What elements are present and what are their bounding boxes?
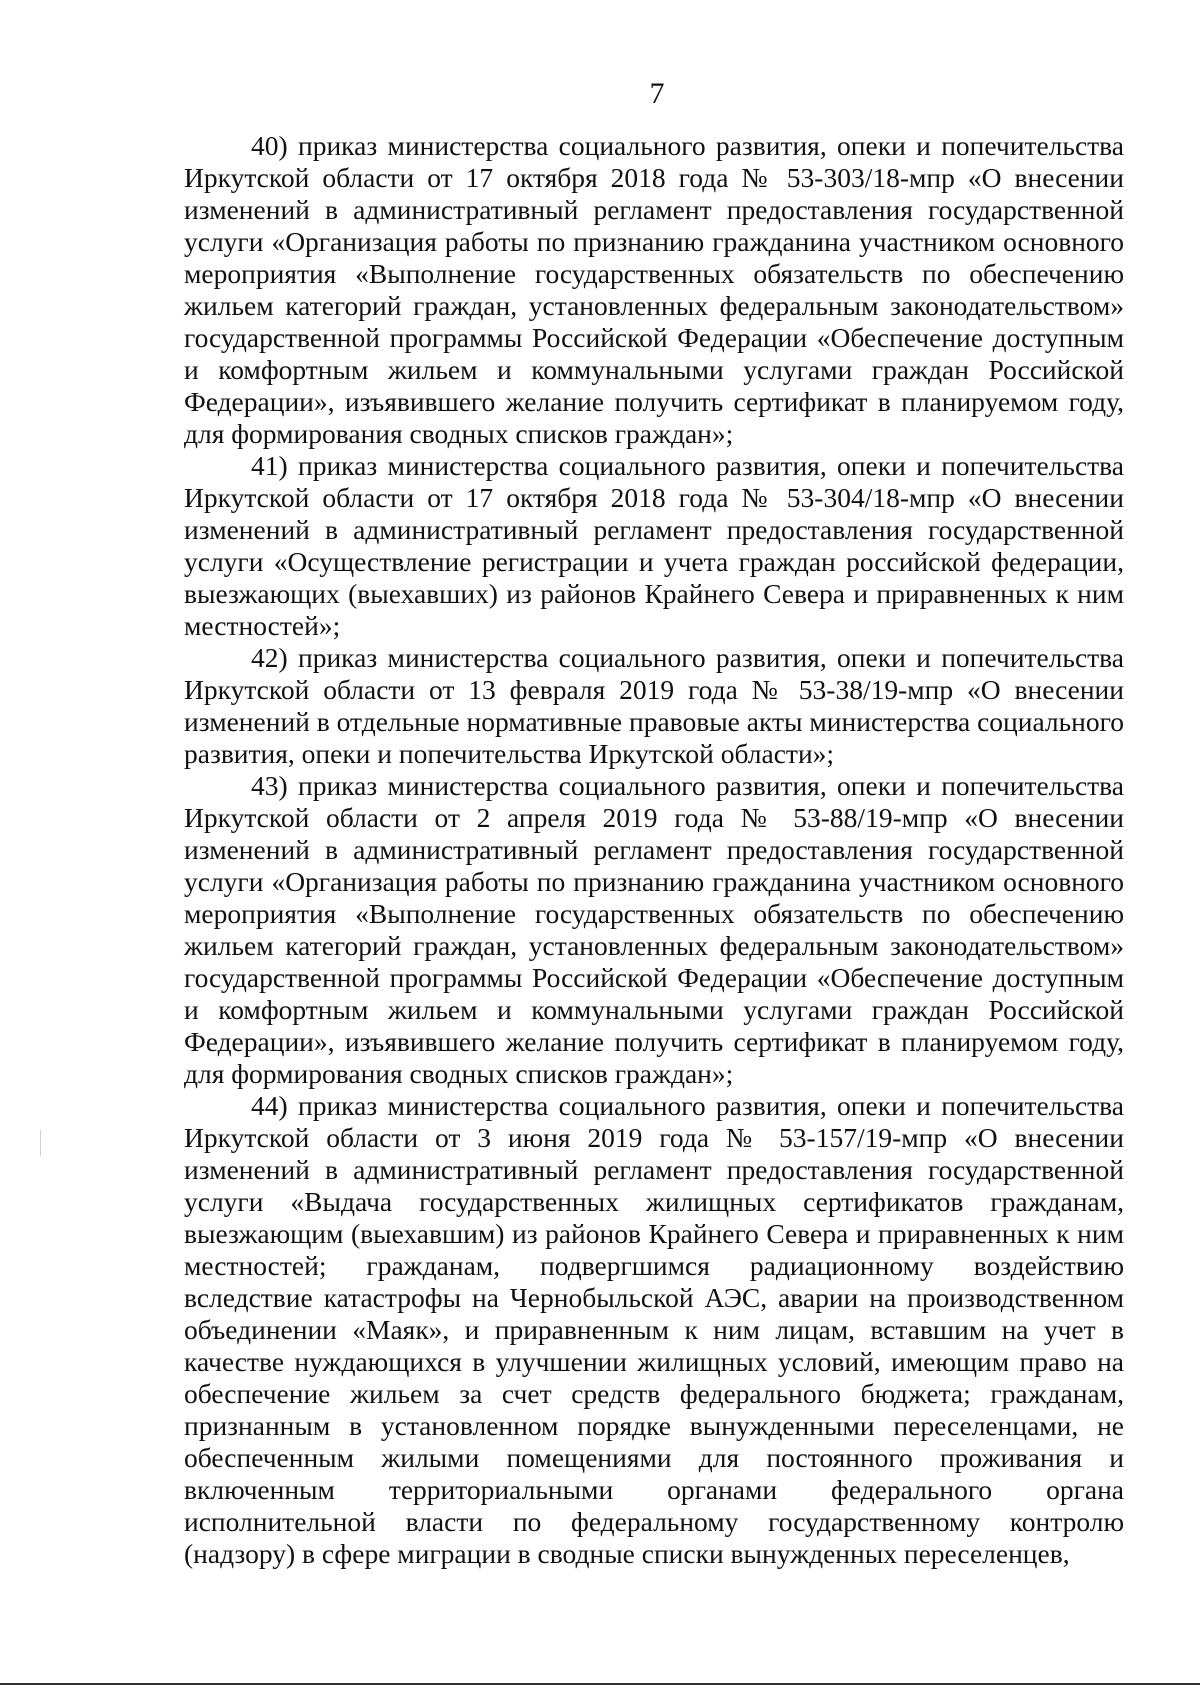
paragraph-41: 41) приказ министерства социального развития, опеки и попечительства Иркутской области от 17 октября 2018 года № 53-304/18-мпр «О внесении изменений в административный регламент предоставления государственной услуги «Осуществление регистрации и учета граждан российской федерации, выезжающих (выехавших) из районов Крайнего Севера и приравненных к ним местностей»; (184, 450, 1124, 641)
paragraph-42: 42) приказ министерства социального развития, опеки и попечительства Иркутской области от 13 февраля 2019 года № 53-38/19-мпр «О внесении изменений в отдельные нормативные правовые акты министерства социального развития, опеки и попечительства Иркутской области»; (184, 642, 1124, 769)
bottom-rule (0, 1683, 1200, 1685)
paragraph-40: 40) приказ министерства социального развития, опеки и попечительства Иркутской области от 17 октября 2018 года № 53-303/18-мпр «О внесении изменений в административный регламент предоставления государственной услуги «Организация работы по признанию гражданина участником основного мероприятия «Выполнение государственных обязательств по обеспечению жильем категорий граждан, установленных федеральным законодательством» государственной программы Российской Федерации «Обеспечение доступным и комфортным жильем и коммунальными услугами граждан Российской Федерации», изъявившего желание получить сертификат в планируемом году, для формирования сводных списков граждан»; (184, 130, 1124, 449)
page-number: 7 (649, 77, 665, 110)
scan-mark (40, 1130, 41, 1156)
paragraph-44: 44) приказ министерства социального развития, опеки и попечительства Иркутской области от 3 июня 2019 года № 53-157/19-мпр «О внесении изменений в административный регламент предоставления государственной услуги «Выдача государственных жилищных сертификатов гражданам, выезжающим (выехавшим) из районов Крайнего Севера и приравненных к ним местностей; гражданам, подвергшимся радиационному воздействию вследствие катастрофы на Чернобыльской АЭС, аварии на производственном объединении «Маяк», и приравненным к ним лицам, вставшим на учет в качестве нуждающихся в улучшении жилищных условий, имеющим право на обеспечение жильем за счет средств федерального бюджета; гражданам, признанным в установленном порядке вынужденными переселенцами, не обеспеченным жилыми помещениями для постоянного проживания и включенным территориальными органами федерального органа исполнительной власти по федеральному государственному контролю (надзору) в сфере миграции в сводные списки вынужденных переселенцев, (184, 1090, 1124, 1569)
paragraph-43: 43) приказ министерства социального развития, опеки и попечительства Иркутской области от 2 апреля 2019 года № 53-88/19-мпр «О внесении изменений в административный регламент предоставления государственной услуги «Организация работы по признанию гражданина участником основного мероприятия «Выполнение государственных обязательств по обеспечению жильем категорий граждан, установленных федеральным законодательством» государственной программы Российской Федерации «Обеспечение доступным и комфортным жильем и коммунальными услугами граждан Российской Федерации», изъявившего желание получить сертификат в планируемом году, для формирования сводных списков граждан»; (184, 770, 1124, 1089)
document-body (184, 130, 1124, 1570)
